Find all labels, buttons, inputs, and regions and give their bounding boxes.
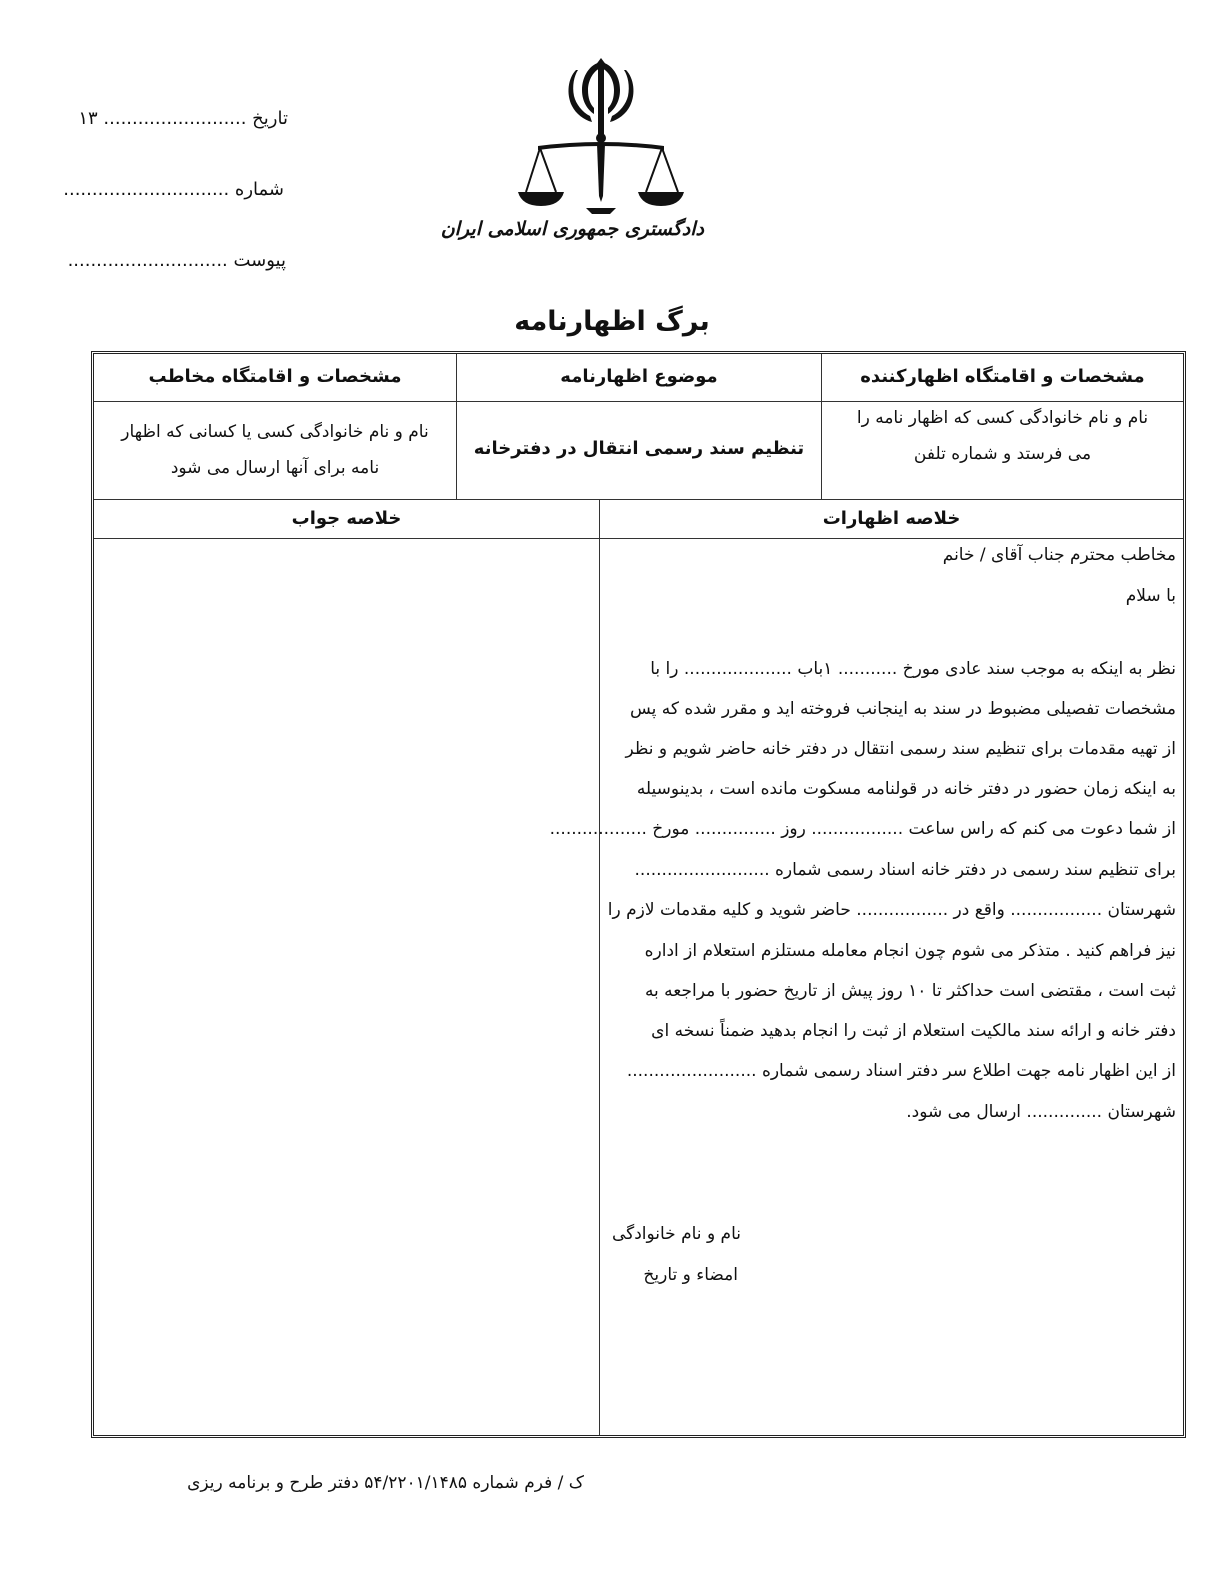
statements-line: از شما دعوت می کنم که راس ساعت ................. روز ............... مورخ ..................: [549, 819, 1176, 839]
statements-line: از این اظهار نامه جهت اطلاع سر دفتر اسناد رسمی شماره ........................: [626, 1061, 1176, 1081]
statements-salutation: مخاطب محترم جناب آقای / خانم: [942, 545, 1176, 565]
declarant-header: مشخصات و اقامتگاه اظهارکننده: [860, 366, 1145, 387]
statements-line: از تهیه مقدمات برای تنظیم سند رسمی انتقال در دفتر خانه حاضر شویم و نظر: [625, 739, 1176, 759]
row-divider-1: [94, 401, 1183, 402]
attachment-field: پیوست ............................: [67, 250, 286, 271]
signature-date: امضاء و تاریخ: [643, 1265, 738, 1285]
row-divider-2: [94, 499, 1183, 500]
statements-line: دفتر خانه و ارائه سند مالکیت استعلام از ثبت را انجام بدهید ضمناً نسخه ای: [651, 1021, 1176, 1041]
subject-header: موضوع اظهارنامه: [560, 366, 718, 387]
form-title: برگ اظهارنامه: [514, 306, 710, 337]
statements-line: به اینکه زمان حضور در دفتر خانه در قولنامه مسکوت مانده است ، بدینوسیله: [636, 779, 1176, 799]
row-divider-3: [94, 538, 1183, 539]
addressee-line-1: نام و نام خانوادگی کسی یا کسانی که اظهار: [121, 422, 429, 442]
form-number-footer: ک / فرم شماره ۵۴/۲۲۰۱/۱۴۸۵ دفتر طرح و برنامه ریزی: [187, 1473, 584, 1493]
statements-line: نظر به اینکه به موجب سند عادی مورخ ........... ۱باب .................... را با: [650, 659, 1176, 679]
addressee-line-2: نامه برای آنها ارسال می شود: [170, 458, 380, 478]
declaration-table: [91, 351, 1186, 1438]
statements-line: مشخصات تفصیلی مضبوط در سند به اینجانب فروخته اید و مقرر شده که پس: [629, 699, 1176, 719]
addressee-header: مشخصات و اقامتگاه مخاطب: [148, 366, 402, 387]
statements-line: ثبت است ، مقتضی است حداکثر تا ۱۰ روز پیش از تاریخ حضور با مراجعه به: [644, 981, 1176, 1001]
statements-line: نیز فراهم کنید . متذکر می شوم چون انجام معامله مستلزم استعلام از اداره: [644, 941, 1176, 961]
date-field: تاریخ ......................... ۱۳: [78, 108, 288, 129]
subject-value: تنظیم سند رسمی انتقال در دفترخانه: [473, 438, 805, 459]
number-field: شماره .............................: [63, 179, 284, 200]
col-divider-3: [599, 499, 600, 1435]
statements-line: شهرستان .............. ارسال می شود.: [906, 1102, 1176, 1122]
statements-header: خلاصه اظهارات: [822, 508, 961, 529]
declarant-line-2: می فرستد و شماره تلفن: [913, 444, 1092, 464]
statements-line: شهرستان ................. واقع در ................. حاضر شوید و کلیه مقدمات لازم را: [607, 900, 1176, 920]
statements-greeting: با سلام: [1125, 586, 1176, 606]
statements-line: برای تنظیم سند رسمی در دفتر خانه اسناد رسمی شماره .........................: [634, 860, 1176, 880]
judiciary-name: دادگستری جمهوری اسلامی ایران: [440, 218, 704, 240]
signature-name: نام و نام خانوادگی: [611, 1224, 741, 1244]
declarant-line-1: نام و نام خانوادگی کسی که اظهار نامه را: [856, 408, 1149, 428]
reply-header: خلاصه جواب: [291, 508, 402, 529]
